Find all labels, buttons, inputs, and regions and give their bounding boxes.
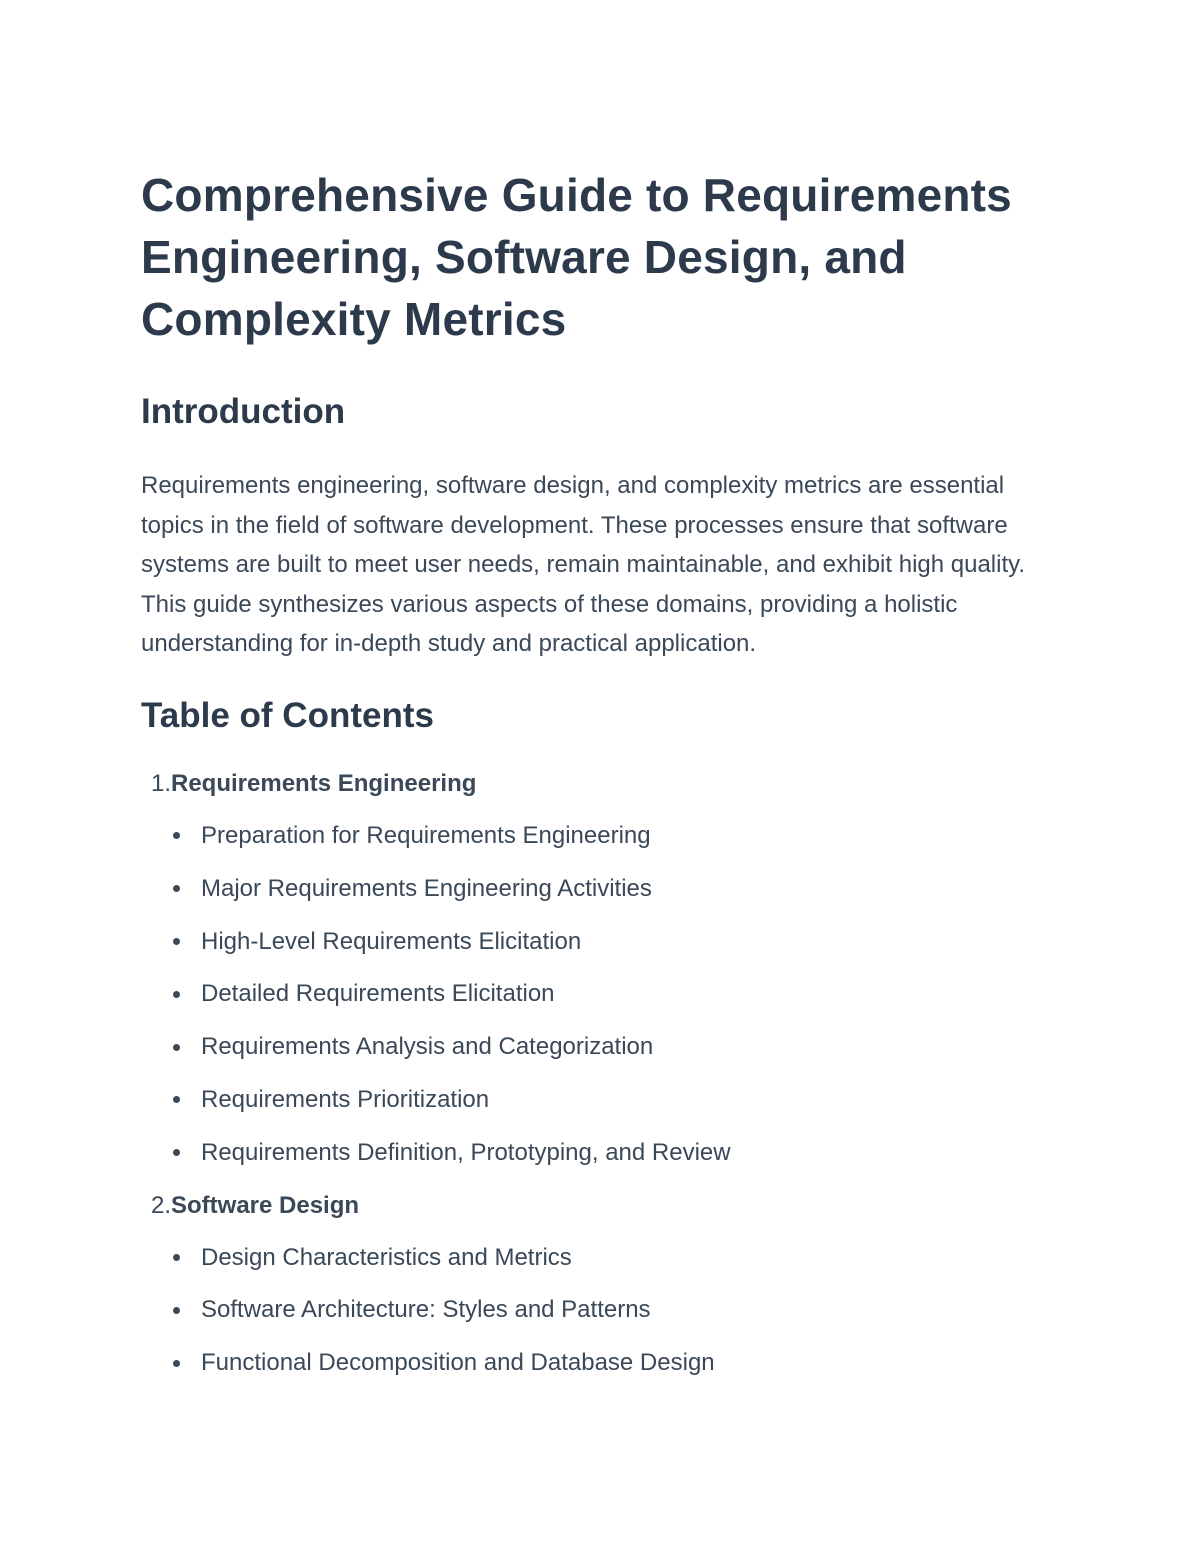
document-page — [141, 164, 1061, 1396]
introduction-heading: Introduction — [141, 392, 346, 431]
toc-section-title: Requirements Engineering — [171, 769, 477, 797]
toc-section — [141, 764, 1061, 1173]
toc-item-label: Requirements Definition, Prototyping, and Review — [201, 1138, 731, 1166]
toc-item-label: Requirements Analysis and Categorization — [201, 1033, 654, 1061]
bullet-icon — [173, 1096, 180, 1103]
toc-item-label: Software Architecture: Styles and Patterns — [201, 1296, 651, 1324]
bullet-icon — [173, 938, 180, 945]
toc-section-title: Software Design — [171, 1191, 360, 1219]
toc-item — [171, 922, 1061, 962]
toc-item-label: Requirements Prioritization — [201, 1085, 490, 1113]
bullet-icon — [173, 1360, 180, 1367]
bullet-icon — [173, 1044, 180, 1051]
bullet-icon — [173, 1254, 180, 1261]
toc-item — [171, 1343, 1061, 1383]
bullet-icon — [173, 885, 180, 892]
toc-section-heading — [141, 764, 1061, 804]
toc-item-label: Detailed Requirements Elicitation — [201, 980, 555, 1008]
toc-section-heading — [141, 1186, 1061, 1226]
introduction-paragraph: Requirements engineering, software design, and complexity metrics are essential topics in the field of software development. These processes ensure that software systems are built to meet user needs, remain maintainable, and exhibit high quality. This guide synthesizes various aspects of these domains, providing a holistic understanding for in-depth study and practical application. — [141, 472, 1026, 658]
toc-section-number: 2. — [150, 1191, 171, 1219]
toc-item — [171, 1080, 1061, 1120]
toc-item — [171, 816, 1061, 856]
toc-item — [171, 1238, 1061, 1278]
bullet-icon — [173, 1307, 180, 1314]
bullet-icon — [173, 1149, 180, 1156]
toc-item-label: Major Requirements Engineering Activities — [201, 874, 652, 902]
toc-subitems — [141, 816, 1061, 1173]
toc-heading: Table of Contents — [141, 695, 434, 735]
toc-item-label: High-Level Requirements Elicitation — [201, 927, 582, 955]
toc-section — [141, 1186, 1061, 1384]
toc-item-label: Design Characteristics and Metrics — [201, 1243, 572, 1271]
toc-item — [171, 869, 1061, 909]
toc-item — [171, 974, 1061, 1014]
bullet-icon — [173, 991, 180, 998]
toc-item-label: Functional Decomposition and Database Design — [201, 1349, 715, 1377]
toc-item — [171, 1027, 1061, 1067]
toc-subitems — [141, 1238, 1061, 1384]
toc-item-label: Preparation for Requirements Engineering — [201, 821, 651, 849]
toc-list — [141, 764, 1061, 1383]
document-title: Comprehensive Guide to Requirements Engineering, Software Design, and Complexity Metrics — [141, 169, 1012, 345]
bullet-icon — [173, 832, 180, 839]
toc-item — [171, 1290, 1061, 1330]
toc-section-number: 1. — [150, 769, 171, 797]
toc-item — [171, 1133, 1061, 1173]
